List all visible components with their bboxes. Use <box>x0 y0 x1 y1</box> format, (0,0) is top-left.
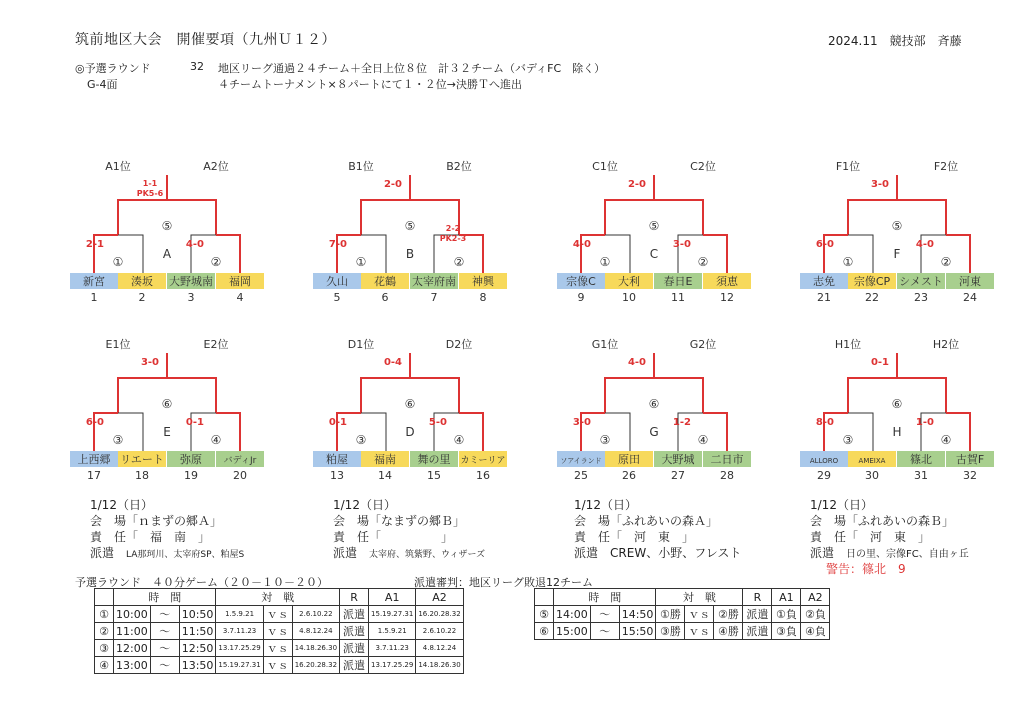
semi-score-left: 2-1 <box>85 239 104 250</box>
team-name: 宗像CP <box>853 275 891 288</box>
table-cell: 15:00 <box>554 623 591 640</box>
team-number: 8 <box>479 291 487 304</box>
team-number: 2 <box>138 291 146 304</box>
rank-label-right: E2位 <box>203 338 229 351</box>
venue-chief: 責 任「 」 <box>333 530 454 544</box>
team-number: 9 <box>577 291 585 304</box>
rank-label-left: D1位 <box>347 338 375 351</box>
table-cell: ～ <box>150 640 179 657</box>
dispatch-list: 日の里、宗像FC、自由ヶ丘 <box>846 549 969 560</box>
table-header-row <box>535 589 830 606</box>
final-score: 3-0 <box>140 357 160 368</box>
team-name: 福岡 <box>229 275 251 288</box>
table-cell: 派遣 <box>340 640 369 657</box>
rank-label-left: G1位 <box>591 338 619 351</box>
semi-score-left: 4-0 <box>572 239 591 250</box>
semi-score-right: 2-2 <box>445 224 461 233</box>
team-number: 14 <box>378 469 392 482</box>
table-cell: 13:50 <box>179 657 216 674</box>
table-cell: 14:50 <box>619 606 656 623</box>
rank-label-left: H1位 <box>834 338 862 351</box>
semi-score-left: 3-0 <box>572 417 591 428</box>
semi-score-right: 5-0 <box>428 417 447 428</box>
team-name: 大利 <box>618 275 640 288</box>
group-letter: A <box>162 247 172 261</box>
format-text: ４チームトーナメント×８パートにて１・２位→決勝Ｔへ進出 <box>218 78 522 91</box>
rank-label-right: D2位 <box>445 338 473 351</box>
team-name: 春日E <box>663 275 693 288</box>
team-name: 新宮 <box>83 275 105 288</box>
table-cell: 13:00 <box>114 657 151 674</box>
match-number: ② <box>210 255 222 269</box>
table-cell: ①勝 <box>656 606 685 623</box>
final-score: 1-1 <box>142 179 158 188</box>
match-number: ③ <box>599 433 611 447</box>
team-number: 13 <box>330 469 344 482</box>
semi-score-left: 0-1 <box>328 417 347 428</box>
match-number: ④ <box>453 433 465 447</box>
team-name: リエート <box>120 453 164 466</box>
rank-label-left: A1位 <box>105 160 131 173</box>
semi-score-right: 1-2 <box>672 417 691 428</box>
table-cell: 11:50 <box>179 623 216 640</box>
table-cell: 12:00 <box>114 640 151 657</box>
match-number: ① <box>599 255 611 269</box>
rounds-label: 予選ラウンド ４０分ゲーム（２０－１０－２０） <box>75 576 328 589</box>
rank-label-left: C1位 <box>592 160 618 173</box>
table-cell: 10:00 <box>114 606 151 623</box>
final-score: 2-0 <box>383 179 403 190</box>
table-cell: ～ <box>590 623 619 640</box>
table-cell: 派遣 <box>340 657 369 674</box>
intro-count: 32 <box>190 60 204 73</box>
table-cell: 16.20.28.32 <box>292 657 339 674</box>
table-cell: 3.7.11.23 <box>216 623 263 640</box>
team-name: シメスト <box>899 275 943 288</box>
venue-name: 会 場「なまずの郷Ｂ」 <box>333 514 466 528</box>
table-cell: ②負 <box>801 606 830 623</box>
table-cell: ④負 <box>801 623 830 640</box>
team-number: 6 <box>381 291 389 304</box>
dispatch-list: LA那珂川、太宰府SP、粕屋S <box>126 550 245 560</box>
team-number: 26 <box>622 469 636 482</box>
table-cell: 14.18.26.30 <box>292 640 339 657</box>
referee-label: 派遣審判：地区リーグ敗退12チーム <box>414 576 593 589</box>
table-cell: ｖｓ <box>263 606 292 623</box>
semi-score-left: 7-0 <box>328 239 347 250</box>
table-cell: ｖｓ <box>685 623 714 640</box>
table-cell: 派遣 <box>743 606 772 623</box>
match-number: ⑤ <box>404 219 416 233</box>
warning-text: 警告：篠北 9 <box>826 562 906 576</box>
team-number: 3 <box>187 291 195 304</box>
venue-name: 会 場「ふれあいの森Ｂ」 <box>810 514 955 528</box>
rank-label-right: C2位 <box>690 160 716 173</box>
team-number: 22 <box>865 291 879 304</box>
team-name: カミーリア <box>460 456 506 466</box>
team-number: 27 <box>671 469 685 482</box>
dispatch-label: 派遣 <box>810 546 835 560</box>
match-number: ⑥ <box>404 397 416 411</box>
table-cell: 15.19.27.31 <box>216 657 263 674</box>
rank-label-right: H2位 <box>932 338 960 351</box>
table-cell: 2.6.10.22 <box>416 623 463 640</box>
table-cell: 派遣 <box>340 623 369 640</box>
team-number: 29 <box>817 469 831 482</box>
team-number: 28 <box>720 469 734 482</box>
venue-date: 1/12（日） <box>90 498 153 512</box>
venue-block-2 <box>333 497 485 561</box>
dispatch-list: CREW、小野、フレスト <box>610 546 742 560</box>
team-number: 21 <box>817 291 831 304</box>
match-number: ⑤ <box>161 219 173 233</box>
semi-score-right: 4-0 <box>185 239 204 250</box>
table-cell: ①負 <box>772 606 801 623</box>
match-number: ③ <box>112 433 124 447</box>
team-name: 粕屋 <box>326 453 348 466</box>
match-number: ⑤ <box>648 219 660 233</box>
rank-label-right: G2位 <box>689 338 717 351</box>
match-number: ⑤ <box>891 219 903 233</box>
team-name: ソアイランド <box>560 457 602 465</box>
team-name: 原田 <box>618 453 640 466</box>
semi-score-right: 1-0 <box>915 417 934 428</box>
group-letter: E <box>163 425 171 439</box>
team-number: 30 <box>865 469 879 482</box>
table-cell: ｖｓ <box>685 606 714 623</box>
semi-score-right: 0-1 <box>185 417 204 428</box>
table-cell: ③負 <box>772 623 801 640</box>
table-cell: 14.18.26.30 <box>416 657 463 674</box>
table-row <box>95 657 464 674</box>
table-row <box>95 640 464 657</box>
venue-chief: 責 任「 河 東 」 <box>810 530 931 544</box>
match-number: ⑥ <box>891 397 903 411</box>
rank-label-left: E1位 <box>105 338 131 351</box>
team-number: 7 <box>430 291 438 304</box>
table-cell: 13.17.25.29 <box>216 640 263 657</box>
team-name: 大野城南 <box>169 275 213 288</box>
team-number: 10 <box>622 291 636 304</box>
team-number: 1 <box>90 291 98 304</box>
match-number: ⑥ <box>161 397 173 411</box>
match-number: ② <box>940 255 952 269</box>
final-score: 0-1 <box>870 357 890 368</box>
team-name: バディJr <box>223 456 257 466</box>
match-number: ③ <box>355 433 367 447</box>
table-cell: 4.8.12.24 <box>416 640 463 657</box>
team-name: AMEIXA <box>858 457 886 465</box>
table-header-cell <box>95 589 114 606</box>
team-number: 12 <box>720 291 734 304</box>
table-cell: 12:50 <box>179 640 216 657</box>
semi-score-left: 6-0 <box>815 239 834 250</box>
team-name: 湊坂 <box>131 275 153 288</box>
rank-label-left: B1位 <box>348 160 374 173</box>
dispatch-label: 派遣 <box>574 546 599 560</box>
table-cell: ④ <box>95 657 114 674</box>
table-header-cell: A2 <box>416 589 463 606</box>
team-number: 19 <box>184 469 198 482</box>
group-letter: B <box>405 247 415 261</box>
team-number: 5 <box>333 291 341 304</box>
table-cell: ③勝 <box>656 623 685 640</box>
intro-text: 地区リーグ通過２４チーム＋全日上位８位 計３２チーム（バディFC 除く） <box>218 62 606 75</box>
table-cell: 11:00 <box>114 623 151 640</box>
team-name: 宗像C <box>566 275 596 288</box>
table-cell: 1.5.9.21 <box>216 606 263 623</box>
dispatch-label: 派遣 <box>333 546 358 560</box>
table-row <box>535 623 830 640</box>
table-cell: 13.17.25.29 <box>369 657 416 674</box>
team-name: ALLORO <box>809 457 839 465</box>
table-header-cell: R <box>340 589 369 606</box>
table-cell: ｖｓ <box>263 640 292 657</box>
page-title: 筑前地区大会 開催要項（九州Ｕ１２） <box>75 32 336 48</box>
author-date: 2024.11 競技部 斉藤 <box>828 34 962 48</box>
team-number: 23 <box>914 291 928 304</box>
match-number: ④ <box>697 433 709 447</box>
table-cell: 15.19.27.31 <box>369 606 416 623</box>
team-name: 太宰府南 <box>412 275 456 288</box>
venue-date: 1/12（日） <box>574 498 637 512</box>
table-cell: ｖｓ <box>263 623 292 640</box>
semi-score-right: 4-0 <box>915 239 934 250</box>
group-letter: F <box>893 247 901 261</box>
table-cell: ～ <box>590 606 619 623</box>
team-name: 久山 <box>326 275 348 288</box>
team-name: 志免 <box>813 275 835 288</box>
final-score: 0-4 <box>383 357 403 368</box>
venue-name: 会 場「ふれあいの森Ａ」 <box>574 514 719 528</box>
venue-date: 1/12（日） <box>810 498 873 512</box>
venue-date: 1/12（日） <box>333 498 396 512</box>
table-cell: 派遣 <box>340 606 369 623</box>
table-header-cell: 時 間 <box>554 589 656 606</box>
table-cell: ① <box>95 606 114 623</box>
match-number: ④ <box>940 433 952 447</box>
team-name: 上西郷 <box>77 453 111 466</box>
team-number: 11 <box>671 291 685 304</box>
table-cell: 15:50 <box>619 623 656 640</box>
table-row <box>95 606 464 623</box>
table-cell: 派遣 <box>743 623 772 640</box>
table-cell: 2.6.10.22 <box>292 606 339 623</box>
dispatch-label: 派遣 <box>90 546 115 560</box>
match-number: ④ <box>210 433 222 447</box>
table-cell: ～ <box>150 657 179 674</box>
team-number: 32 <box>963 469 977 482</box>
table-cell: ～ <box>150 623 179 640</box>
table-header-cell: A1 <box>772 589 801 606</box>
final-score: PK5-6 <box>136 189 164 198</box>
team-name: 神興 <box>472 275 494 288</box>
team-number: 17 <box>87 469 101 482</box>
courts-label: G-4面 <box>87 78 118 91</box>
team-name: 二日市 <box>710 453 744 466</box>
venue-block-3 <box>574 497 741 561</box>
table-cell: ｖｓ <box>263 657 292 674</box>
table-cell: 10:50 <box>179 606 216 623</box>
team-name: 舞の里 <box>417 453 451 466</box>
table-header-cell: A2 <box>801 589 830 606</box>
team-number: 15 <box>427 469 441 482</box>
team-name: 弥原 <box>180 453 202 466</box>
match-number: ② <box>697 255 709 269</box>
intro-label: ◎予選ラウンド <box>75 62 151 75</box>
team-name: 須恵 <box>716 275 738 288</box>
table-header-cell: 対 戦 <box>656 589 743 606</box>
team-number: 16 <box>476 469 490 482</box>
group-letter: H <box>892 425 902 439</box>
team-name: 篠北 <box>910 453 932 466</box>
table-cell: ⑥ <box>535 623 554 640</box>
team-name: 花鶴 <box>374 275 396 288</box>
schedule-table-right <box>534 588 830 640</box>
table-cell: 14:00 <box>554 606 591 623</box>
venue-block-1 <box>90 497 244 561</box>
semi-score-right: PK2-3 <box>439 234 467 243</box>
venue-chief: 責 任「 福 南 」 <box>90 530 211 544</box>
table-cell: ～ <box>150 606 179 623</box>
team-number: 20 <box>233 469 247 482</box>
table-cell: ⑤ <box>535 606 554 623</box>
team-name: 河東 <box>959 275 981 288</box>
team-name: 古賀F <box>955 453 985 466</box>
rank-label-right: F2位 <box>933 160 959 173</box>
table-header-cell: A1 <box>369 589 416 606</box>
match-number: ② <box>453 255 465 269</box>
match-number: ① <box>355 255 367 269</box>
semi-score-left: 8-0 <box>815 417 834 428</box>
table-cell: ④勝 <box>714 623 743 640</box>
team-number: 25 <box>574 469 588 482</box>
team-name: 福南 <box>374 453 396 466</box>
team-number: 18 <box>135 469 149 482</box>
team-number: 31 <box>914 469 928 482</box>
venue-chief: 責 任「 河 東 」 <box>574 530 695 544</box>
table-cell: 4.8.12.24 <box>292 623 339 640</box>
group-letter: C <box>649 247 659 261</box>
group-letter: D <box>405 425 415 439</box>
group-letter: G <box>649 425 659 439</box>
table-header-cell: 対 戦 <box>216 589 340 606</box>
venue-block-4 <box>810 497 969 577</box>
final-score: 4-0 <box>627 357 647 368</box>
table-cell: 1.5.9.21 <box>369 623 416 640</box>
rank-label-right: A2位 <box>203 160 229 173</box>
match-number: ⑥ <box>648 397 660 411</box>
match-number: ① <box>112 255 124 269</box>
final-score: 2-0 <box>627 179 647 190</box>
table-cell: ②勝 <box>714 606 743 623</box>
team-number: 4 <box>236 291 244 304</box>
table-row <box>535 606 830 623</box>
team-number: 24 <box>963 291 977 304</box>
table-header-cell: 時 間 <box>114 589 216 606</box>
match-number: ③ <box>842 433 854 447</box>
venue-name: 会 場「ｎまずの郷Ａ」 <box>90 514 223 528</box>
table-cell: 16.20.28.32 <box>416 606 463 623</box>
match-number: ① <box>842 255 854 269</box>
schedule-table-left <box>94 588 464 674</box>
table-cell: 3.7.11.23 <box>369 640 416 657</box>
semi-score-left: 6-0 <box>85 417 104 428</box>
team-name: 大野城 <box>661 453 695 466</box>
table-row <box>95 623 464 640</box>
rank-label-left: F1位 <box>835 160 861 173</box>
table-cell: ③ <box>95 640 114 657</box>
table-header-cell: R <box>743 589 772 606</box>
semi-score-right: 3-0 <box>672 239 691 250</box>
rank-label-right: B2位 <box>446 160 472 173</box>
final-score: 3-0 <box>870 179 890 190</box>
table-header-cell <box>535 589 554 606</box>
dispatch-list: 太宰府、筑紫野、ウィザーズ <box>369 550 486 560</box>
table-header-row <box>95 589 464 606</box>
table-cell: ② <box>95 623 114 640</box>
